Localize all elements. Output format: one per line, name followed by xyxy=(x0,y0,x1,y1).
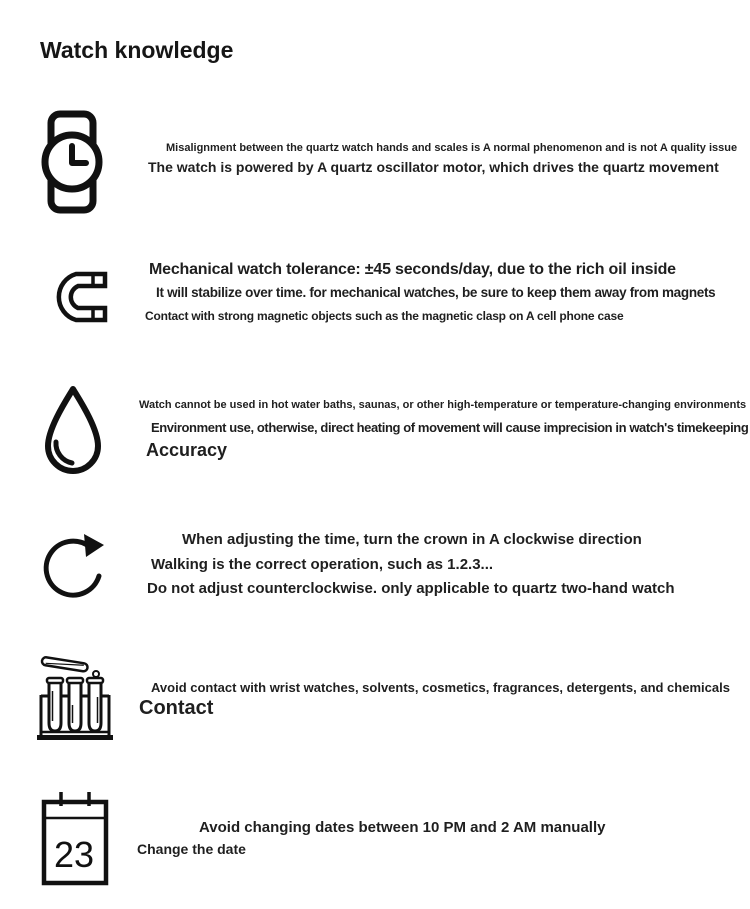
section-heading: Contact xyxy=(139,697,214,719)
calendar-day: 23 xyxy=(53,834,95,875)
info-line: Watch cannot be used in hot water baths, saunas, or other high-temperature or temperature-changing environments xyxy=(139,399,747,411)
magnet-icon xyxy=(46,266,108,333)
info-line: Contact with strong magnetic objects such as the magnetic clasp on A cell phone case xyxy=(145,309,624,323)
test-tubes-icon xyxy=(36,649,114,748)
water-drop-icon xyxy=(40,382,106,483)
info-line: The watch is powered by A quartz oscillator motor, which drives the quartz movement xyxy=(148,159,719,175)
info-line: Environment use, otherwise, direct heating of movement will cause imprecision in watch's timekeeping xyxy=(151,420,749,435)
section-heading: Accuracy xyxy=(146,440,228,460)
calendar-icon xyxy=(40,789,110,892)
info-line: When adjusting the time, turn the crown in A clockwise direction xyxy=(182,531,642,548)
wristwatch-icon xyxy=(40,110,104,219)
page-title: Watch knowledge xyxy=(40,37,234,63)
clockwise-arrow-icon xyxy=(42,527,108,610)
info-line: Misalignment between the quartz watch hands and scales is A normal phenomenon and is not A quality issue xyxy=(166,142,738,154)
info-line: Change the date xyxy=(137,841,246,857)
info-line: Mechanical watch tolerance: ±45 seconds/day, due to the rich oil inside xyxy=(149,261,676,278)
info-line: Do not adjust counterclockwise. only applicable to quartz two-hand watch xyxy=(147,580,675,597)
info-line: Avoid contact with wrist watches, solvents, cosmetics, fragrances, detergents, and chemicals xyxy=(151,680,730,695)
info-line: It will stabilize over time. for mechanical watches, be sure to keep them away from magnets xyxy=(156,285,716,300)
info-line: Avoid changing dates between 10 PM and 2 AM manually xyxy=(199,819,606,836)
info-line: Walking is the correct operation, such as 1.2.3... xyxy=(151,556,494,573)
